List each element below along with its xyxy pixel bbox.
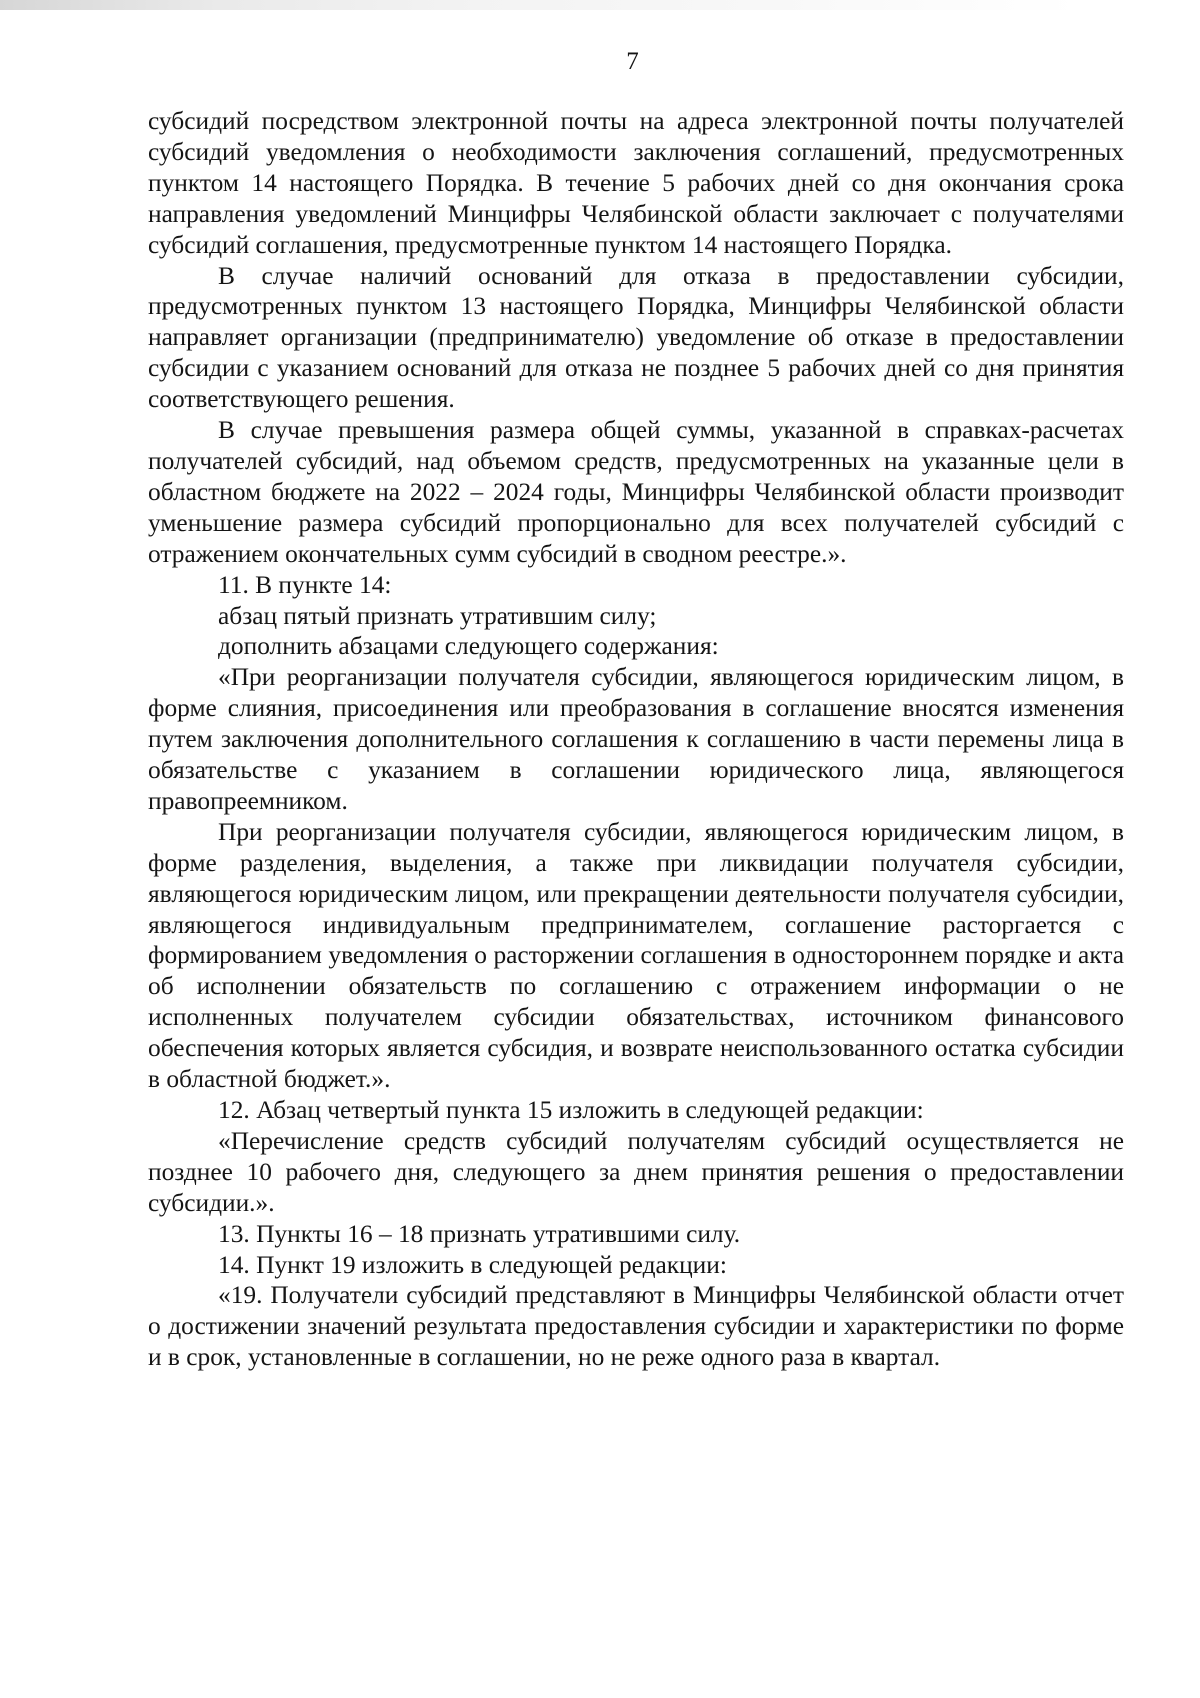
paragraph-item-12: 12. Абзац четвертый пункта 15 изложить в следующей редакции: [218, 1096, 924, 1124]
page-number: 7 [626, 48, 639, 75]
paragraph-item-19-report: «19. Получатели субсидий представляют в Минцифры Челябинской области отчет о достижении значений результата предоставления субсидии и характеристики по форме и в срок, установленные в соглашении, но не реже одного раза в квартал. [148, 1281, 1124, 1372]
paragraph-item-13: 13. Пункты 16 – 18 признать утратившими силу. [218, 1219, 741, 1248]
paragraph-abzats-five: абзац пятый признать утратившим силу; [218, 601, 657, 630]
paragraph-item-11: 11. В пункте 14: [218, 570, 392, 599]
scan-edge-shadow [0, 0, 1200, 10]
paragraph-budget-excess: В случае превышения размера общей суммы, указанной в справках-расчетах получателей субсидий, над объемом средств, предусмотренных на указанные цели в областном бюджете на 2022 – 2024 годы, Минцифры Челябинской области производит уменьшение размера субсидий пропорционально для всех получателей субсидий с отражением окончательных сумм субсидий в сводном реестре.». [148, 416, 1124, 568]
paragraph-supplement: дополнить абзацами следующего содержания: [218, 632, 719, 661]
paragraph-transfer-funds: «Перечисление средств субсидий получателям субсидий осуществляется не позднее 10 рабочего дня, следующего за днем принятия решения о предоставлении субсидии.». [148, 1126, 1124, 1217]
paragraph-subsidy-notification: субсидий посредством электронной почты на адреса электронной почты получателей субсидий уведомления о необходимости заключения соглашений, предусмотренных пунктом 14 настоящего Порядка. В течение 5 рабочих дней со дня окончания срока направления уведомлений Минцифры Челябинской области заключает с получателями субсидий соглашения, предусмотренные пунктом 14 настоящего Порядка. [148, 107, 1124, 259]
paragraph-reorganization-merger: «При реорганизации получателя субсидии, являющегося юридическим лицом, в форме слияния, присоединения или преобразования в соглашение вносятся изменения путем заключения дополнительного соглашения к соглашению в части перемены лица в обязательстве с указанием в соглашении юридического лица, являющегося правопреемником. [148, 663, 1124, 815]
paragraph-refusal-grounds: В случае наличий оснований для отказа в предоставлении субсидии, предусмотренных пунктом 13 настоящего Порядка, Минцифры Челябинской области направляет организации (предпринимателю) уведомление об отказе в предоставлении субсидии с указанием оснований для отказа не позднее 5 рабочих дней со дня принятия соответствующего решения. [148, 261, 1124, 414]
paragraph-reorganization-division: При реорганизации получателя субсидии, являющегося юридическим лицом, в форме разделения, выделения, а также при ликвидации получателя субсидии, являющегося юридическим лицом, или прекращении деятельности получателя субсидии, являющегося индивидуальным предпринимателем, соглашение расторгается с формированием уведомления о расторжении соглашения в одностороннем порядке и акта об исполнении обязательств по соглашению с отражением информации о не исполненных получателем субсидии обязательствах, источником финансового обеспечения которых является субсидия, и возврате неиспользованного остатка субсидии в областной бюджет.». [148, 817, 1124, 1094]
document-body [148, 106, 1124, 1373]
paragraph-item-14: 14. Пункт 19 изложить в следующей редакции: [218, 1250, 727, 1279]
